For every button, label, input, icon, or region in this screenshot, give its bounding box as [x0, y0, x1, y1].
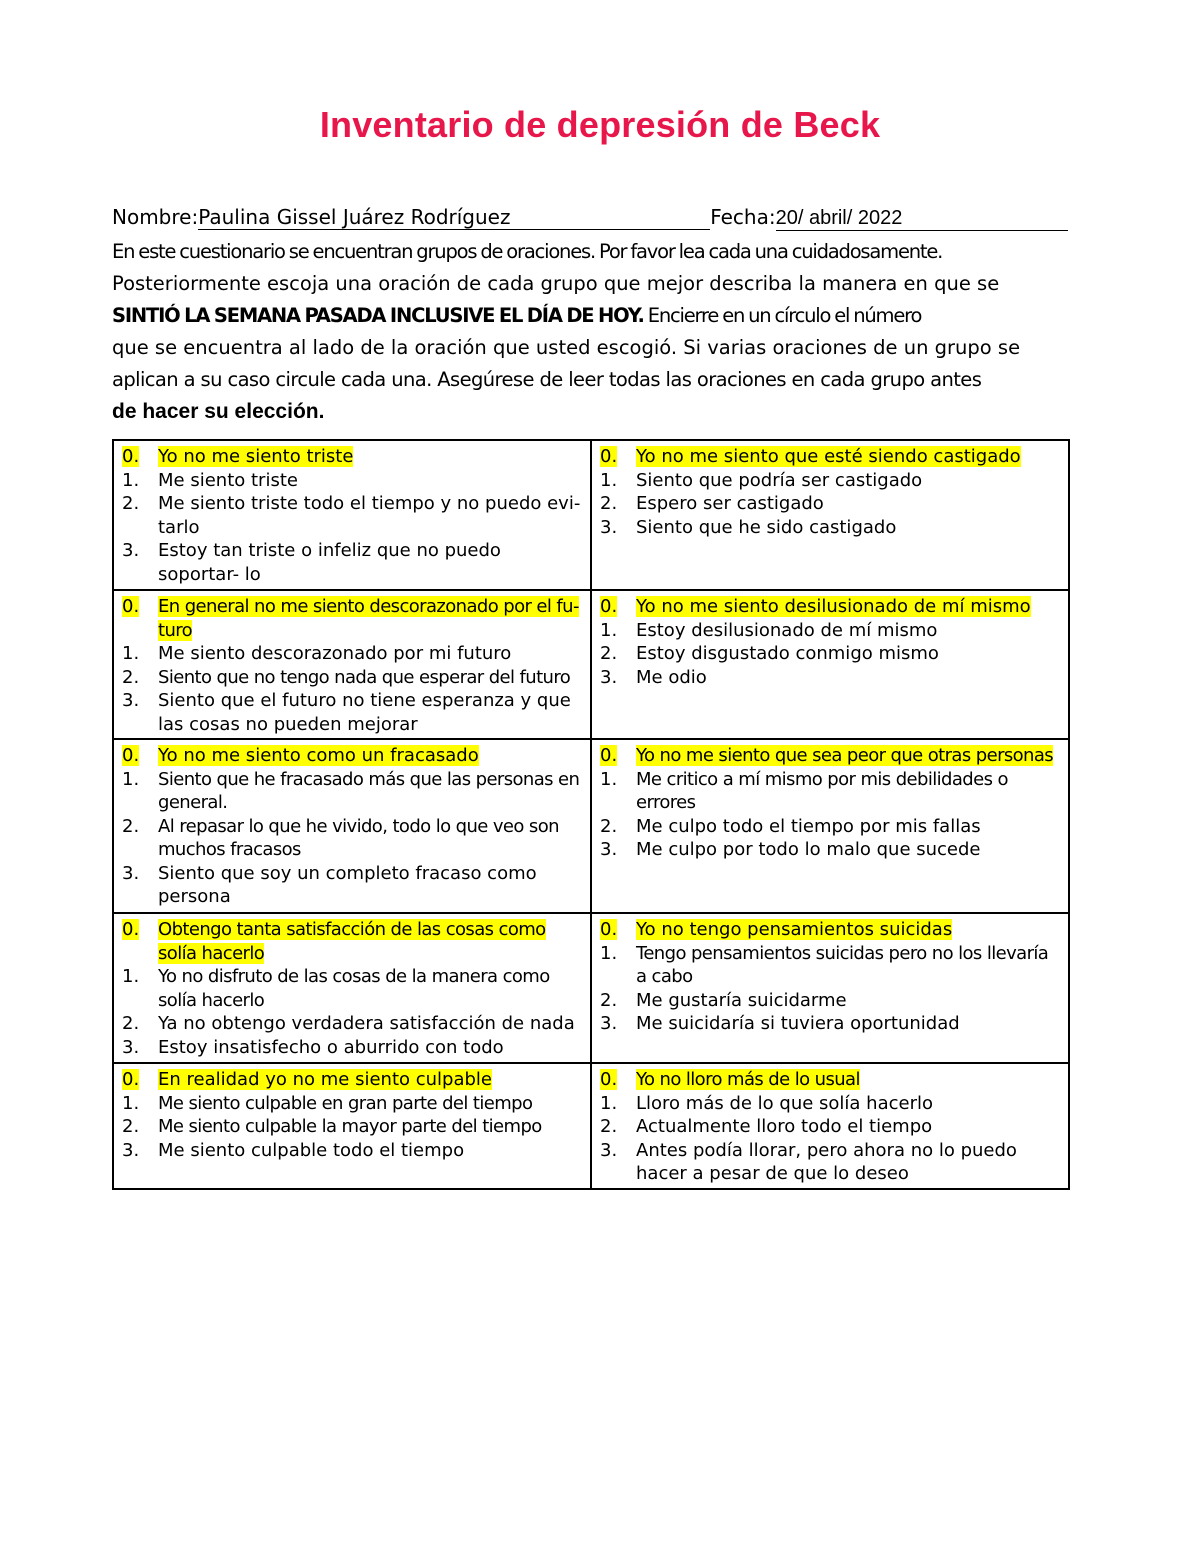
option-number[interactable]: 2. [600, 989, 618, 1011]
highlighted-option-number[interactable]: 0. [600, 919, 618, 940]
answer-option[interactable] [600, 838, 1062, 862]
answer-option[interactable] [122, 862, 584, 909]
highlighted-option-number[interactable]: 0. [122, 1069, 140, 1090]
question-row [113, 440, 1069, 590]
instructions [112, 236, 1092, 428]
option-number[interactable]: 3. [122, 690, 140, 711]
answer-option[interactable] [600, 469, 1062, 493]
answer-option[interactable] [600, 1092, 1062, 1116]
option-number[interactable]: 2. [122, 493, 140, 514]
option-text [636, 744, 1062, 768]
answer-option[interactable] [122, 1092, 584, 1116]
instructions-line: En este cuestionario se encuentran grupos de oraciones. Por favor lea cada una cuidadosamente. [112, 240, 943, 263]
question-group [591, 739, 1069, 913]
question-group [591, 590, 1069, 739]
option-number[interactable]: 3. [122, 862, 140, 884]
answer-option[interactable] [600, 1115, 1062, 1139]
option-number[interactable]: 1. [122, 643, 140, 664]
question-group [113, 440, 591, 590]
option-number[interactable]: 2. [122, 1013, 140, 1034]
option-text: Estoy tan triste o infeliz que no puedo soportar- lo [158, 540, 501, 585]
option-number[interactable] [122, 918, 158, 965]
option-text: Me suicidaría si tuviera oportunidad [636, 1013, 960, 1034]
option-text: Me siento triste [158, 469, 298, 491]
option-text [636, 1068, 1062, 1092]
option-number[interactable]: 3. [600, 1139, 618, 1161]
option-number[interactable] [122, 445, 158, 469]
option-number[interactable]: 1. [122, 966, 140, 987]
option-text: Siento que soy un completo fracaso como persona [158, 862, 537, 907]
answer-option[interactable] [122, 768, 584, 815]
option-number[interactable]: 2. [600, 1116, 618, 1137]
answer-option[interactable] [600, 918, 1062, 942]
question-group [591, 913, 1069, 1063]
option-text: Lloro más de lo que solía hacerlo [636, 1092, 933, 1114]
option-number[interactable] [600, 445, 636, 469]
answer-option[interactable] [600, 768, 1062, 815]
highlighted-option-number[interactable]: 0. [122, 745, 140, 766]
question-group [591, 1063, 1069, 1189]
answer-option[interactable] [122, 539, 584, 586]
answer-option[interactable] [600, 744, 1062, 768]
option-number[interactable]: 1. [600, 942, 618, 964]
option-text: Estoy disgustado conmigo mismo [636, 643, 939, 664]
option-text: Ya no obtengo verdadera satisfacción de nada [158, 1013, 575, 1034]
highlighted-option-text: Yo no lloro más de lo usual [636, 1069, 860, 1090]
answer-option[interactable] [122, 469, 584, 493]
answer-option[interactable] [122, 918, 584, 965]
option-text: Me siento culpable la mayor parte del tiempo [158, 1116, 542, 1137]
instructions-last-text: de hacer su elección. [112, 400, 325, 423]
highlighted-option-text: Yo no me siento triste [158, 446, 354, 467]
answer-option[interactable] [122, 445, 584, 469]
answer-option[interactable] [600, 1139, 1062, 1186]
highlighted-option-number[interactable]: 0. [600, 446, 618, 467]
question-group [113, 913, 591, 1063]
option-text [158, 744, 584, 768]
option-text [158, 1068, 584, 1092]
answer-option[interactable] [122, 1012, 584, 1036]
option-number[interactable]: 2. [600, 493, 618, 514]
answer-option[interactable] [600, 989, 1062, 1013]
highlighted-option-text: Yo no me siento que sea peor que otras personas [636, 745, 1054, 766]
instructions-text: Encierre en un círculo el número [643, 304, 922, 327]
answer-option[interactable] [122, 666, 584, 690]
option-number[interactable]: 3. [600, 1013, 618, 1034]
option-text [158, 595, 584, 642]
answer-option[interactable] [122, 689, 584, 736]
answer-option[interactable] [600, 1068, 1062, 1092]
option-text: Me critico a mí mismo por mis debilidades o errores [636, 768, 1008, 813]
question-row [113, 913, 1069, 1063]
inventory-table [112, 439, 1070, 1190]
answer-option[interactable] [122, 1068, 584, 1092]
option-text: Me siento culpable todo el tiempo [158, 1139, 465, 1161]
instructions-line [112, 396, 1092, 428]
option-number[interactable]: 1. [600, 768, 618, 790]
answer-option[interactable] [600, 815, 1062, 839]
answer-option[interactable] [600, 642, 1062, 666]
option-text: Me gustaría suicidarme [636, 989, 847, 1011]
option-number[interactable]: 3. [122, 540, 140, 561]
option-text: Actualmente lloro todo el tiempo [636, 1116, 933, 1137]
option-number[interactable]: 2. [122, 666, 140, 688]
answer-option[interactable] [600, 666, 1062, 690]
instructions-line: Posteriormente escoja una oración de cada grupo que mejor describa la manera en que se [112, 272, 1000, 295]
option-number[interactable]: 2. [600, 815, 618, 837]
highlighted-option-number[interactable]: 0. [122, 596, 140, 617]
answer-option[interactable] [600, 445, 1062, 469]
question-row [113, 1063, 1069, 1189]
option-number[interactable] [122, 595, 158, 642]
answer-option[interactable] [600, 942, 1062, 989]
option-text: Siento que no tengo nada que esperar del futuro [158, 666, 571, 688]
option-number[interactable]: 2. [122, 1116, 140, 1137]
question-row [113, 590, 1069, 739]
highlighted-option-text: Obtengo tanta satisfacción de las cosas como solía hacerlo [158, 919, 546, 964]
date-field[interactable]: 20/ abril/ 2022 [776, 206, 1068, 231]
header-fields [112, 205, 1092, 235]
instructions-line [112, 300, 1092, 332]
option-text: Me siento triste todo el tiempo y no puedo evi- tarlo [158, 493, 581, 538]
answer-option[interactable] [122, 1115, 584, 1139]
option-number[interactable]: 1. [600, 1092, 618, 1114]
highlighted-option-text: Yo no me siento como un fracasado [158, 745, 479, 766]
option-number[interactable]: 3. [122, 1139, 140, 1161]
option-number[interactable] [122, 1068, 158, 1092]
answer-option[interactable] [122, 965, 584, 1012]
date-label: Fecha: [710, 205, 776, 229]
option-number[interactable]: 2. [600, 643, 618, 664]
option-text: Me culpo por todo lo malo que sucede [636, 839, 981, 860]
answer-option[interactable] [122, 1036, 584, 1060]
option-number[interactable]: 3. [600, 666, 618, 688]
highlighted-option-text: En realidad yo no me siento culpable [158, 1069, 492, 1090]
instructions-line: que se encuentra al lado de la oración que usted escogió. Si varias oraciones de un grupo se [112, 336, 1021, 359]
option-number[interactable]: 2. [122, 815, 140, 837]
highlighted-option-text: Yo no me siento que esté siendo castigado [636, 446, 1021, 467]
option-text: Estoy desilusionado de mí mismo [636, 619, 938, 641]
option-text: Al repasar lo que he vivido, todo lo que veo son muchos fracasos [158, 815, 559, 860]
option-text [636, 918, 1062, 942]
option-number[interactable]: 3. [600, 839, 618, 860]
option-text [636, 595, 1062, 619]
answer-option[interactable] [122, 1139, 584, 1163]
option-text [158, 445, 584, 469]
option-text: Siento que he sido castigado [636, 516, 897, 538]
highlighted-option-number[interactable]: 0. [122, 919, 140, 940]
option-number[interactable]: 3. [600, 516, 618, 538]
highlighted-option-text: Yo no tengo pensamientos suicidas [636, 919, 953, 940]
option-text: Me siento culpable en gran parte del tiempo [158, 1092, 533, 1114]
highlighted-option-text: En general no me siento descorazonado por el fu- turo [158, 596, 579, 641]
page-title: Inventario de depresión de Beck [319, 104, 881, 145]
option-text: Yo no disfruto de las cosas de la manera como solía hacerlo [158, 966, 550, 1011]
instructions-emphasis: SINTIÓ LA SEMANA PASADA INCLUSIVE EL DÍA DE HOY. [112, 304, 644, 327]
option-number[interactable] [600, 918, 636, 942]
option-number[interactable] [600, 744, 636, 768]
option-text: Espero ser castigado [636, 493, 824, 514]
option-text: Siento que el futuro no tiene esperanza y que las cosas no pueden mejorar [158, 690, 571, 735]
name-label: Nombre: [112, 205, 199, 229]
answer-option[interactable] [122, 815, 584, 862]
option-text: Me odio [636, 666, 707, 688]
option-text [636, 445, 1062, 469]
option-number[interactable]: 1. [600, 619, 618, 641]
question-group [591, 440, 1069, 590]
answer-option[interactable] [600, 516, 1062, 540]
answer-option[interactable] [122, 744, 584, 768]
answer-option[interactable] [600, 595, 1062, 619]
answer-option[interactable] [600, 492, 1062, 516]
option-text: Me siento descorazonado por mi futuro [158, 643, 512, 664]
answer-option[interactable] [122, 595, 584, 642]
question-group [113, 739, 591, 913]
answer-option[interactable] [600, 619, 1062, 643]
name-field[interactable]: Paulina Gissel Juárez Rodríguez [198, 205, 710, 230]
option-number[interactable]: 1. [122, 469, 140, 491]
option-text [158, 918, 584, 965]
option-number[interactable] [600, 595, 636, 619]
answer-option[interactable] [122, 492, 584, 539]
highlighted-option-number[interactable]: 0. [600, 596, 618, 617]
question-row [113, 739, 1069, 913]
highlighted-option-number[interactable]: 0. [122, 446, 140, 467]
option-text: Siento que he fracasado más que las personas en general. [158, 768, 580, 813]
option-text: Tengo pensamientos suicidas pero no los llevaría a cabo [636, 942, 1049, 987]
highlighted-option-number[interactable]: 0. [600, 745, 618, 766]
option-text: Siento que podría ser castigado [636, 469, 923, 491]
option-number[interactable]: 1. [122, 1092, 140, 1114]
highlighted-option-number[interactable]: 0. [600, 1069, 618, 1090]
option-text: Me culpo todo el tiempo por mis fallas [636, 815, 981, 837]
option-text: Antes podía llorar, pero ahora no lo puedo hacer a pesar de que lo deseo [636, 1139, 1017, 1184]
question-group [113, 590, 591, 739]
option-number[interactable]: 3. [122, 1036, 140, 1058]
instructions-line: aplican a su caso circule cada una. Asegúrese de leer todas las oraciones en cada grupo antes [112, 368, 982, 391]
answer-option[interactable] [122, 642, 584, 666]
highlighted-option-text: Yo no me siento desilusionado de mí mismo [636, 596, 1031, 617]
option-number[interactable]: 1. [600, 469, 618, 491]
option-text: Estoy insatisfecho o aburrido con todo [158, 1036, 504, 1058]
option-number[interactable] [122, 744, 158, 768]
option-number[interactable]: 1. [122, 768, 140, 790]
question-group [113, 1063, 591, 1189]
option-number[interactable] [600, 1068, 636, 1092]
answer-option[interactable] [600, 1012, 1062, 1036]
